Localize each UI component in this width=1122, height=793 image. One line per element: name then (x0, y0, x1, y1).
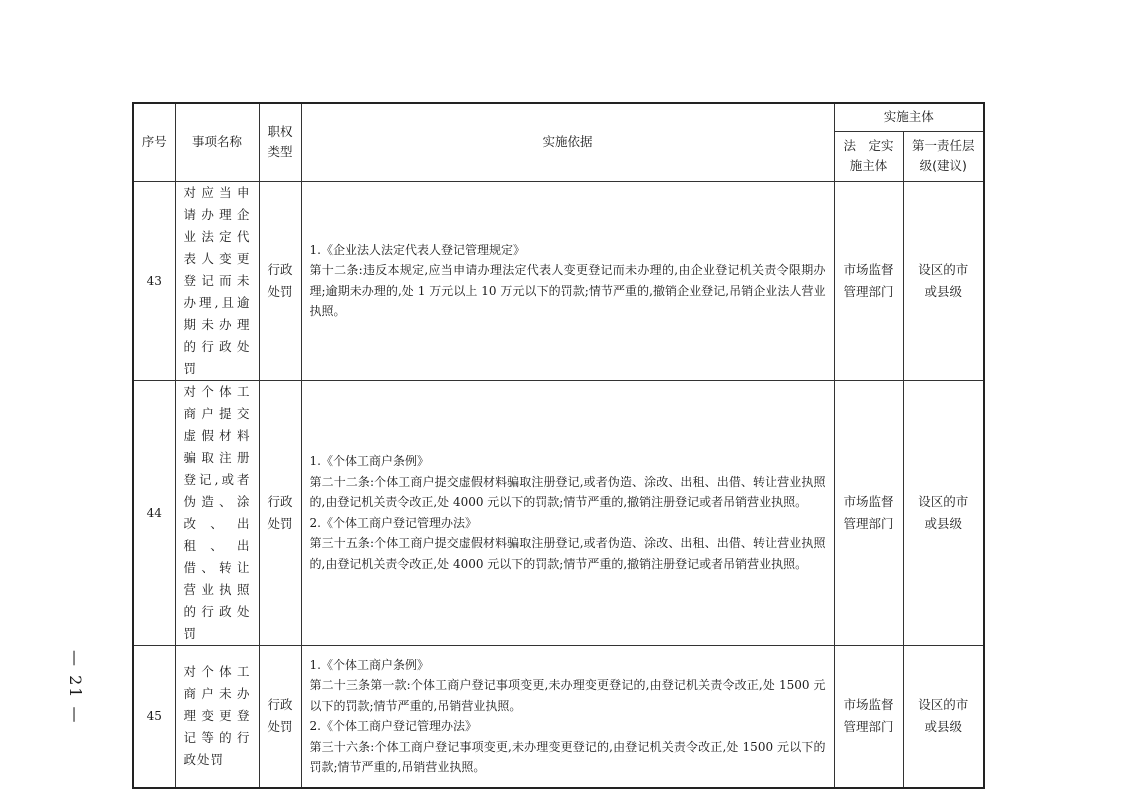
row-serial-number: 43 (133, 181, 175, 380)
basis-line: 第三十六条:个体工商户登记事项变更,未办理变更登记的,由登记机关责令改正,处 1500 元以下的罚款;情节严重的,吊销营业执照。 (309, 739, 826, 775)
enforcement-items-table (132, 102, 985, 789)
row-authority-type: 行政处罚 (259, 181, 301, 380)
row-legal-entity: 市场监督管理部门 (834, 181, 903, 380)
row-responsibility-level: 设区的市或县级 (903, 181, 984, 380)
header-legal-entity: 法 定实施主体 (834, 131, 903, 181)
basis-line: 1.《企业法人法定代表人登记管理规定》 (309, 242, 525, 257)
row-item-name: 对个体工商户未办理变更登记等的行政处罚 (175, 645, 259, 788)
basis-line: 2.《个体工商户登记管理办法》 (309, 719, 477, 734)
row-legal-entity: 市场监督管理部门 (834, 380, 903, 645)
basis-line: 第三十五条:个体工商户提交虚假材料骗取注册登记,或者伪造、涂改、出租、出借、转让营业执照的,由登记机关责令改正,处 4000 元以下的罚款;情节严重的,撤销注册登记或者吊销营业执照。 (309, 536, 826, 571)
basis-line: 第十二条:违反本规定,应当申请办理法定代表人变更登记而未办理的,由企业登记机关责令限期办理;逾期未办理的,处 1 万元以上 10 万元以下的罚款;情节严重的,撤销企业登记,吊销企业法人营业执照。 (309, 263, 826, 318)
row-legal-basis (301, 380, 834, 645)
row-authority-type: 行政处罚 (259, 380, 301, 645)
row-item-name: 对个体工商户提交虚假材料骗取注册登记,或者伪造、涂改、出租、出借、转让营业执照的行政处罚 (175, 380, 259, 645)
table-row (133, 645, 984, 788)
header-item-name: 事项名称 (175, 103, 259, 181)
header-implementing-entity: 实施主体 (834, 103, 984, 131)
basis-line: 1.《个体工商户条例》 (309, 657, 429, 672)
header-authority-type: 职权类型 (259, 103, 301, 181)
row-responsibility-level: 设区的市或县级 (903, 380, 984, 645)
basis-line: 第二十二条:个体工商户提交虚假材料骗取注册登记,或者伪造、涂改、出租、出借、转让营业执照的,由登记机关责令改正,处 4000 元以下的罚款;情节严重的,撤销注册登记或者吊销营业执照。 (309, 474, 826, 509)
row-legal-basis (301, 181, 834, 380)
row-serial-number: 44 (133, 380, 175, 645)
row-responsibility-level: 设区的市或县级 (903, 645, 984, 788)
page-number: — 21 — (66, 650, 85, 725)
row-serial-number: 45 (133, 645, 175, 788)
row-authority-type: 行政处罚 (259, 645, 301, 788)
row-legal-entity: 市场监督管理部门 (834, 645, 903, 788)
header-responsibility-level: 第一责任层级(建议) (903, 131, 984, 181)
row-legal-basis (301, 645, 834, 788)
table-row (133, 380, 984, 645)
basis-line: 第二十三条第一款:个体工商户登记事项变更,未办理变更登记的,由登记机关责令改正,处 1500 元以下的罚款;情节严重的,吊销营业执照。 (309, 678, 826, 713)
header-legal-basis: 实施依据 (301, 103, 834, 181)
basis-line: 1.《个体工商户条例》 (309, 454, 429, 468)
row-item-name: 对应当申请办理企业法定代表人变更登记而未办理,且逾期未办理的行政处罚 (175, 181, 259, 380)
header-serial-number: 序号 (133, 103, 175, 181)
table-row (133, 181, 984, 380)
basis-line: 2.《个体工商户登记管理办法》 (309, 515, 477, 530)
